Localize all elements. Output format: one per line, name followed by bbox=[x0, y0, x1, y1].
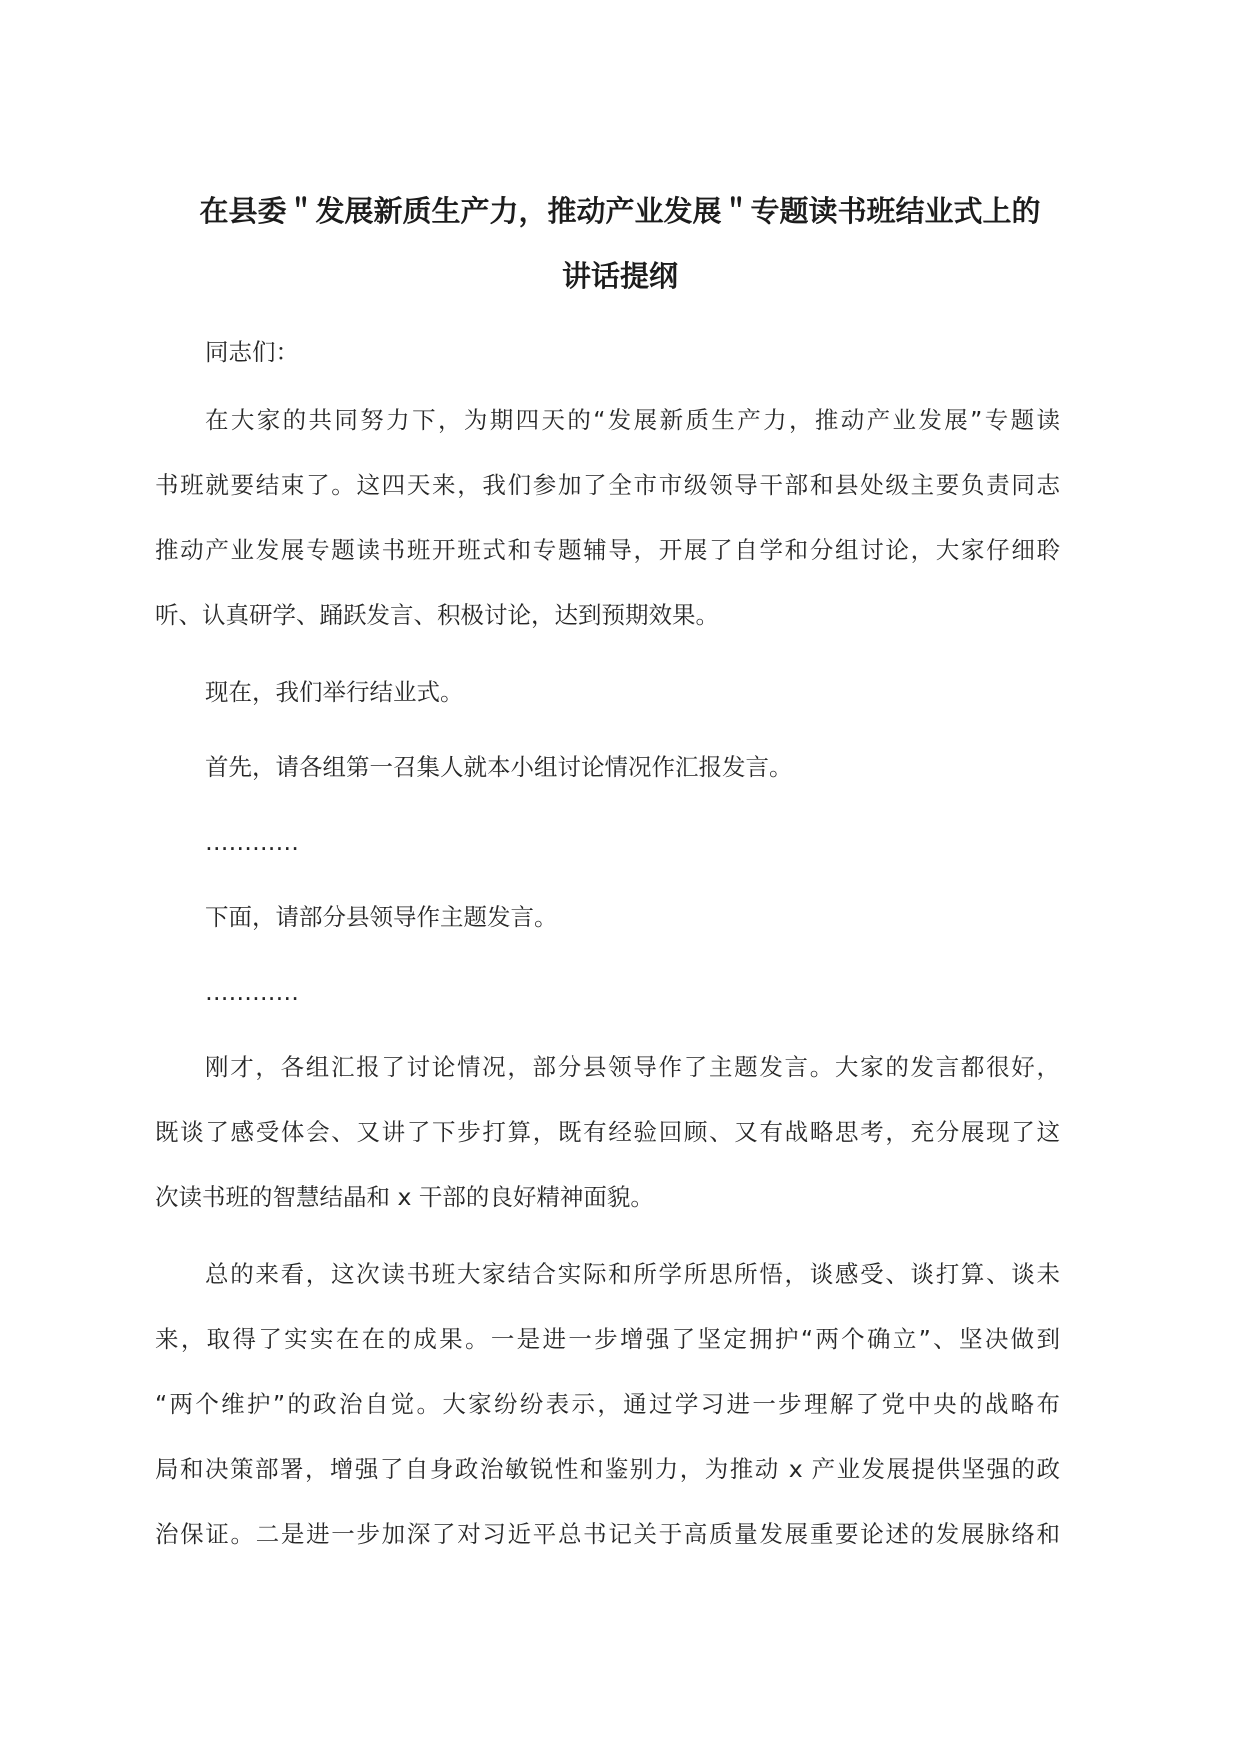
paragraph-6-line-1: 总的来看，这次读书班大家结合实际和所学所思所悟，谈感受、谈打算、谈未 bbox=[205, 1260, 1060, 1288]
paragraph-4: 下面，请部分县领导作主题发言。 bbox=[205, 903, 558, 931]
paragraph-1-line-1: 在大家的共同努力下，为期四天的“发展新质生产力，推动产业发展”专题读 bbox=[205, 406, 1060, 434]
paragraph-6-line-3: “两个维护”的政治自觉。大家纷纷表示，通过学习进一步理解了党中央的战略布 bbox=[155, 1390, 1060, 1418]
paragraph-6-line-5: 治保证。二是进一步加深了对习近平总书记关于高质量发展重要论述的发展脉络和 bbox=[155, 1520, 1060, 1548]
paragraph-1-line-4: 听、认真研学、踊跃发言、积极讨论，达到预期效果。 bbox=[155, 601, 719, 629]
document-title-line-1: 在县委＂发展新质生产力，推动产业发展＂专题读书班结业式上的 bbox=[199, 194, 1041, 228]
paragraph-5-line-3: 次读书班的智慧结晶和 x 干部的良好精神面貌。 bbox=[155, 1183, 654, 1211]
paragraph-6-line-2: 来，取得了实实在在的成果。一是进一步增强了坚定拥护“两个确立”、坚决做到 bbox=[155, 1325, 1060, 1353]
paragraph-6-line-4: 局和决策部署，增强了自身政治敏锐性和鉴别力，为推动 x 产业发展提供坚强的政 bbox=[155, 1455, 1060, 1483]
document-title-line-2: 讲话提纲 bbox=[561, 259, 678, 293]
paragraph-5-line-1: 刚才，各组汇报了讨论情况，部分县领导作了主题发言。大家的发言都很好， bbox=[205, 1053, 1060, 1081]
paragraph-2: 现在，我们举行结业式。 bbox=[205, 678, 464, 706]
paragraph-1-line-2: 书班就要结束了。这四天来，我们参加了全市市级领导干部和县处级主要负责同志 bbox=[155, 471, 1060, 499]
paragraph-3: 首先，请各组第一召集人就本小组讨论情况作汇报发言。 bbox=[205, 753, 793, 781]
paragraph-5-line-2: 既谈了感受体会、又讲了下步打算，既有经验回顾、又有战略思考，充分展现了这 bbox=[155, 1118, 1060, 1146]
ellipsis-2: ………… bbox=[205, 978, 299, 1006]
ellipsis-1: ………… bbox=[205, 828, 299, 856]
salutation: 同志们： bbox=[205, 338, 299, 366]
paragraph-1-line-3: 推动产业发展专题读书班开班式和专题辅导，开展了自学和分组讨论，大家仔细聆 bbox=[155, 536, 1060, 564]
